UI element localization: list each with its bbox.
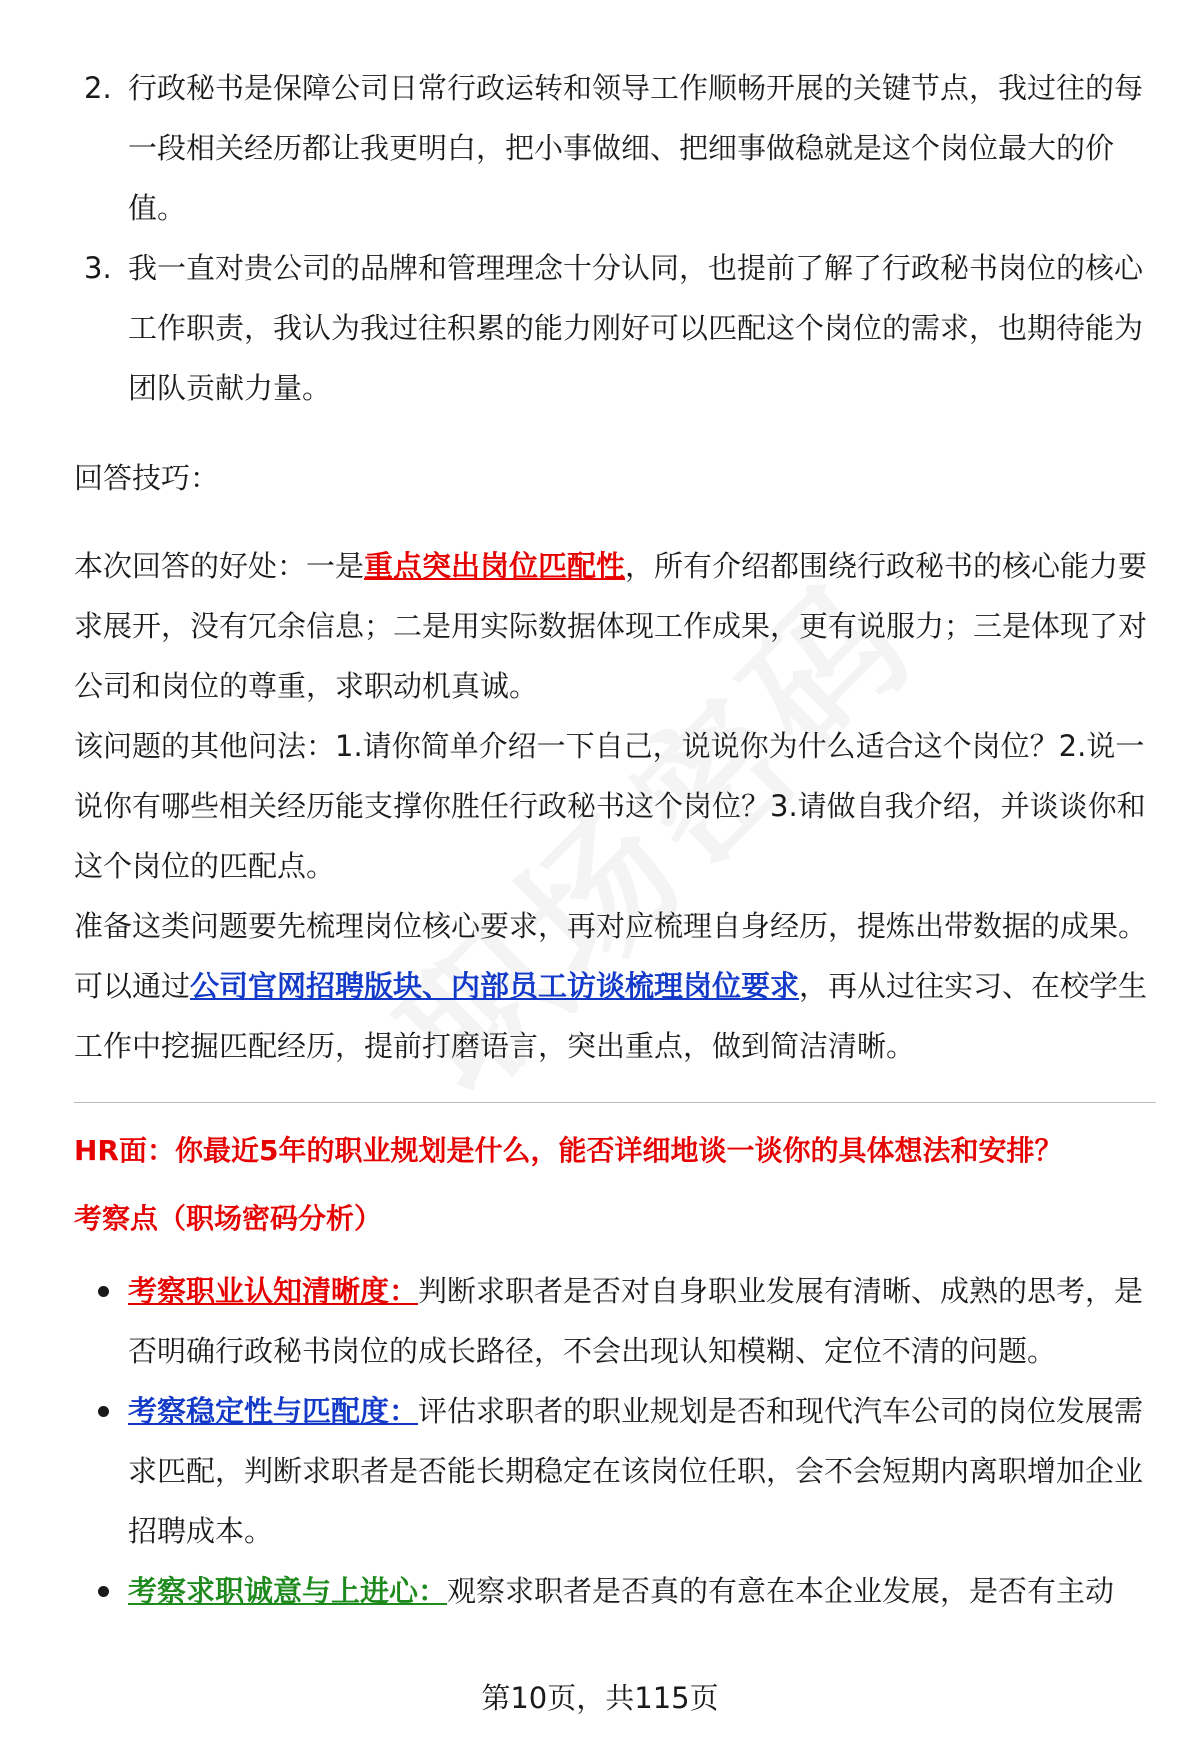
list-item-text: 我一直对贵公司的品牌和管理理念十分认同，也提前了解了行政秘书岗位的核心工作职责，我认为我过往积累的能力刚好可以匹配这个岗位的需求，也期待能为团队贡献力量。 (128, 251, 1144, 405)
prepare-suffix: ，再从过往实习、在校学生工作中挖掘匹配经历，提前打磨语言，突出重点，做到简洁清晰。 (74, 969, 1148, 1063)
bullet-item (74, 1561, 1156, 1621)
hr-question: HR面：你最近5年的职业规划是什么，能否详细地谈一谈你的具体想法和安排？ (74, 1134, 1063, 1167)
prepare-prefix: 准备这类问题要先梳理岗位核心要求，再对应梳理自身经历，提炼出带数据的成果。可以通过 (74, 909, 1148, 1003)
bullet-text: 观察求职者是否真的有意在本企业发展，是否有主动 (447, 1574, 1115, 1608)
bullet-text: 评估求职者的职业规划是否和现代汽车公司的岗位发展需求匹配，判断求职者是否能长期稳定在该岗位任职，会不会短期内离职增加企业招聘成本。 (128, 1394, 1144, 1548)
page-content (74, 58, 1156, 1621)
section-divider (74, 1102, 1156, 1103)
other-questions-paragraph: 该问题的其他问法：1.请你简单介绍一下自己，说说你为什么适合这个岗位？2.说一说你有哪些相关经历能支撑你胜任行政秘书这个岗位？3.请做自我介绍，并谈谈你和这个岗位的匹配点。 (74, 729, 1146, 883)
bullet-label: 考察稳定性与匹配度： (128, 1394, 419, 1428)
list-number: 2. (84, 71, 112, 105)
tips-heading: 回答技巧： (74, 461, 220, 495)
bullet-icon (98, 1586, 109, 1597)
list-item-text: 行政秘书是保障公司日常行政运转和领导工作顺畅开展的关键节点，我过往的每一段相关经历都让我更明白，把小事做细、把细事做稳就是这个岗位最大的价值。 (128, 71, 1144, 225)
benefit-paragraph (74, 536, 1156, 716)
benefit-highlight: 重点突出岗位匹配性 (364, 549, 626, 583)
bullet-icon (98, 1286, 109, 1297)
prepare-highlight: 公司官网招聘版块、内部员工访谈梳理岗位要求 (190, 969, 800, 1003)
benefit-prefix: 本次回答的好处：一是 (74, 549, 365, 583)
benefit-suffix: ，所有介绍都围绕行政秘书的核心能力要求展开，没有冗余信息；二是用实际数据体现工作成果，更有说服力；三是体现了对公司和岗位的尊重，求职动机真诚。 (74, 549, 1148, 703)
assessment-list (74, 1261, 1156, 1621)
list-item (74, 238, 1156, 418)
bullet-item (74, 1381, 1156, 1561)
numbered-list (74, 58, 1156, 418)
page-footer: 第10页，共115页 (481, 1681, 719, 1715)
list-number: 3. (84, 251, 112, 285)
bullet-item (74, 1261, 1156, 1381)
prepare-paragraph (74, 896, 1156, 1076)
bullet-icon (98, 1406, 109, 1417)
list-item (74, 58, 1156, 238)
bullet-label: 考察职业认知清晰度： (128, 1274, 419, 1308)
assessment-heading: 考察点（职场密码分析） (74, 1202, 383, 1235)
bullet-text: 判断求职者是否对自身职业发展有清晰、成熟的思考，是否明确行政秘书岗位的成长路径，不会出现认知模糊、定位不清的问题。 (128, 1274, 1144, 1368)
bullet-label: 考察求职诚意与上进心： (128, 1574, 448, 1608)
